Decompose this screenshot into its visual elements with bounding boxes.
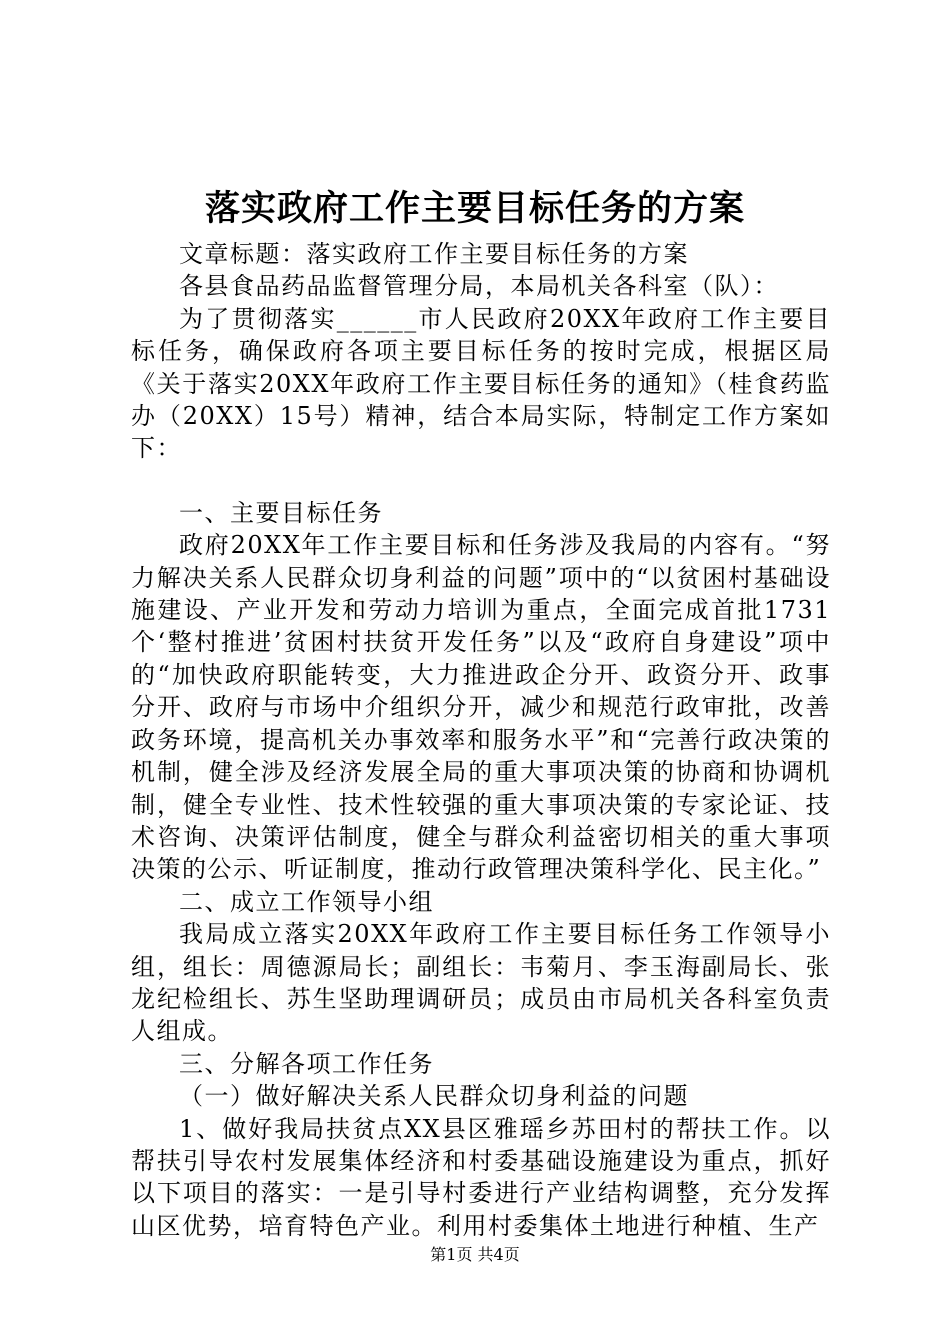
document-title: 落实政府工作主要目标任务的方案 xyxy=(204,188,745,229)
paragraph-section-2: 我局成立落实20XX年政府工作主要目标任务工作领导小组，组长：周德源局长；副组长：韦菊月、李玉海副局长、张龙纪检组长、苏生坚助理调研员；成员由市局机关各科室负责人组成。 xyxy=(131,920,831,1046)
section-heading-1: 一、主要目标任务 xyxy=(179,498,383,527)
paragraph-spacer xyxy=(131,465,831,497)
section-heading-2: 二、成立工作领导小组 xyxy=(179,887,434,916)
section-heading-3: 三、分解各项工作任务 xyxy=(179,1049,434,1078)
paragraph-intro: 为了贯彻落实______市人民政府20XX年政府工作主要目标任务，确保政府各项主要目标任务的按时完成，根据区局《关于落实20XX年政府工作主要目标任务的通知》（桂食药监办（20XX）15号）精神，结合本局实际，特制定工作方案如下： xyxy=(131,304,831,463)
paragraph-article-title: 文章标题：落实政府工作主要目标任务的方案 xyxy=(179,240,689,268)
page-footer: 第1页 共4页 xyxy=(430,1245,520,1264)
paragraph-section-1: 政府20XX年工作主要目标和任务涉及我局的内容有。“努力解决关系人民群众切身利益的问题”项中的“以贫困村基础设施建设、产业开发和劳动力培训为重点，全面完成首批1731个‘整村推进’贫困村扶贫开发任务”以及“政府自身建设”项中的“加快政府职能转变，大力推进政企分开、政资分开、政事分开、政府与市场中介组织分开，减少和规范行政审批，改善政务环境，提高机关办事效率和服务水平”和“完善行政决策的机制，健全涉及经济发展全局的重大事项决策的协商和协调机制，健全专业性、技术性较强的重大事项决策的专家论证、技术咨询、决策评估制度，健全与群众利益密切相关的重大事项决策的公示、听证制度，推动行政管理决策科学化、民主化。” xyxy=(131,531,831,884)
paragraph-addressee: 各县食品药品监督管理分局，本局机关各科室（队）： xyxy=(179,272,779,301)
paragraph-item-1: 1、做好我局扶贫点XX县区雅瑶乡苏田村的帮扶工作。以帮扶引导农村发展集体经济和村委基础设施建设为重点，抓好以下项目的落实：一是引导村委进行产业结构调整，充分发挥山区优势，培育特色产业。利用村委集体土地进行种植、生产 xyxy=(131,1114,831,1240)
document-body xyxy=(131,238,831,1242)
subsection-heading-1: （一）做好解决关系人民群众切身利益的问题 xyxy=(179,1082,689,1111)
